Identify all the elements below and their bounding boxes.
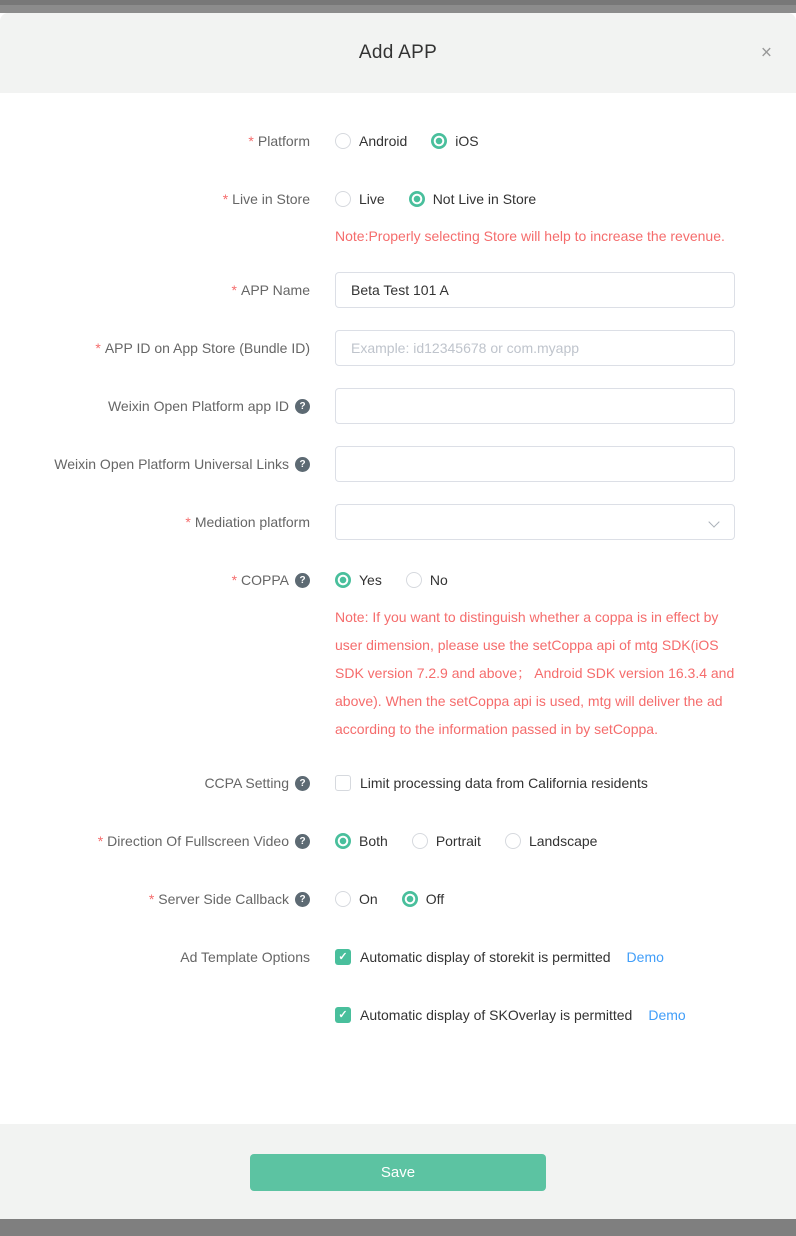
app-id-input[interactable] bbox=[335, 330, 735, 366]
form-row-weixin-app-id bbox=[0, 388, 796, 424]
checkbox-checked-icon: ✓ bbox=[335, 1007, 351, 1023]
save-button[interactable]: Save bbox=[250, 1154, 546, 1191]
form-row-app-id bbox=[0, 330, 796, 366]
chevron-down-icon bbox=[708, 516, 719, 527]
weixin-universal-links-input[interactable] bbox=[335, 446, 735, 482]
direction-label: * Direction Of Fullscreen Video ? bbox=[0, 823, 310, 859]
server-side-callback-label: * Server Side Callback ? bbox=[0, 881, 310, 917]
radio-selected-icon bbox=[431, 133, 447, 149]
radio-selected-icon bbox=[335, 833, 351, 849]
form-row-app-name bbox=[0, 272, 796, 308]
skoverlay-checkbox[interactable]: ✓ Automatic display of SKOverlay is permitted bbox=[335, 1007, 632, 1023]
form-row-weixin-universal-links bbox=[0, 446, 796, 482]
checkbox-checked-icon: ✓ bbox=[335, 949, 351, 965]
radio-unselected-icon bbox=[335, 133, 351, 149]
radio-direction-portrait[interactable]: Portrait bbox=[412, 833, 481, 849]
radio-coppa-no[interactable]: No bbox=[406, 572, 448, 588]
form-row-direction bbox=[0, 823, 796, 859]
weixin-app-id-label: Weixin Open Platform app ID ? bbox=[0, 388, 310, 424]
ad-template-options-label: Ad Template Options bbox=[180, 949, 310, 965]
form-row-mediation-platform bbox=[0, 504, 796, 540]
question-icon[interactable]: ? bbox=[295, 834, 310, 849]
modal-title: Add APP bbox=[358, 42, 438, 63]
direction-radio-group bbox=[335, 823, 735, 859]
coppa-radio-group bbox=[335, 562, 735, 598]
radio-direction-landscape[interactable]: Landscape bbox=[505, 833, 598, 849]
modal-header bbox=[0, 13, 796, 93]
weixin-app-id-input[interactable] bbox=[335, 388, 735, 424]
skoverlay-demo-link[interactable]: Demo bbox=[648, 1007, 686, 1023]
mediation-platform-select[interactable] bbox=[335, 504, 735, 540]
page-backdrop-top bbox=[0, 0, 796, 13]
add-app-form bbox=[0, 93, 796, 1124]
coppa-label: * COPPA ? bbox=[0, 562, 310, 598]
radio-unselected-icon bbox=[505, 833, 521, 849]
form-row-coppa bbox=[0, 562, 796, 743]
required-mark: * bbox=[231, 572, 238, 588]
server-side-callback-radio-group bbox=[335, 881, 735, 917]
question-icon[interactable]: ? bbox=[295, 399, 310, 414]
radio-unselected-icon bbox=[335, 891, 351, 907]
required-mark: * bbox=[185, 514, 191, 530]
radio-callback-off[interactable]: Off bbox=[402, 891, 444, 907]
form-row-live-in-store bbox=[0, 181, 796, 250]
radio-live[interactable]: Live bbox=[335, 191, 385, 207]
radio-callback-on[interactable]: On bbox=[335, 891, 378, 907]
modal-footer bbox=[0, 1124, 796, 1219]
mediation-platform-label: * Mediation platform bbox=[185, 514, 310, 530]
weixin-universal-links-label: Weixin Open Platform Universal Links ? bbox=[0, 446, 310, 482]
close-icon[interactable]: × bbox=[760, 42, 772, 64]
required-mark: * bbox=[148, 891, 155, 907]
radio-unselected-icon bbox=[335, 191, 351, 207]
storekit-demo-link[interactable]: Demo bbox=[626, 949, 664, 965]
live-in-store-label: * Live in Store bbox=[222, 191, 310, 207]
radio-unselected-icon bbox=[406, 572, 422, 588]
question-icon[interactable]: ? bbox=[295, 573, 310, 588]
form-row-server-side-callback bbox=[0, 881, 796, 917]
storekit-checkbox[interactable]: ✓ Automatic display of storekit is permitted bbox=[335, 949, 611, 965]
required-mark: * bbox=[95, 340, 101, 356]
platform-label: * Platform bbox=[248, 133, 310, 149]
app-name-label: * APP Name bbox=[231, 282, 310, 298]
form-row-ccpa bbox=[0, 765, 796, 801]
radio-direction-both[interactable]: Both bbox=[335, 833, 388, 849]
radio-selected-icon bbox=[409, 191, 425, 207]
question-icon[interactable]: ? bbox=[295, 776, 310, 791]
radio-android[interactable]: Android bbox=[335, 133, 407, 149]
live-in-store-note: Note:Properly selecting Store will help to increase the revenue. bbox=[335, 228, 725, 244]
form-row-platform bbox=[0, 123, 796, 159]
radio-coppa-yes[interactable]: Yes bbox=[335, 572, 382, 588]
required-mark: * bbox=[248, 133, 254, 149]
checkbox-unchecked-icon bbox=[335, 775, 351, 791]
form-row-ad-template-options bbox=[0, 939, 796, 1033]
app-name-input[interactable] bbox=[335, 272, 735, 308]
question-icon[interactable]: ? bbox=[295, 892, 310, 907]
platform-radio-group bbox=[335, 123, 735, 159]
radio-unselected-icon bbox=[412, 833, 428, 849]
live-in-store-radio-group bbox=[335, 181, 735, 217]
radio-ios[interactable]: iOS bbox=[431, 133, 478, 149]
radio-selected-icon bbox=[335, 572, 351, 588]
question-icon[interactable]: ? bbox=[295, 457, 310, 472]
ccpa-label: CCPA Setting ? bbox=[0, 765, 310, 801]
required-mark: * bbox=[97, 833, 104, 849]
required-mark: * bbox=[231, 282, 237, 298]
ccpa-checkbox[interactable]: Limit processing data from California residents bbox=[335, 775, 648, 791]
page-backdrop-bottom bbox=[0, 1219, 796, 1236]
radio-not-live-in-store[interactable]: Not Live in Store bbox=[409, 191, 537, 207]
app-id-label: * APP ID on App Store (Bundle ID) bbox=[95, 340, 310, 356]
radio-selected-icon bbox=[402, 891, 418, 907]
coppa-note: Note: If you want to distinguish whether a coppa is in effect by user dimension, please use the setCoppa api of mtg SDK(iOS SDK version 7.2.9 and above； Android SDK version 16.3.4 and above). When the setCoppa api is used, mtg will deliver the ad according to the information passed in by setCoppa. bbox=[335, 609, 735, 737]
required-mark: * bbox=[222, 191, 229, 207]
